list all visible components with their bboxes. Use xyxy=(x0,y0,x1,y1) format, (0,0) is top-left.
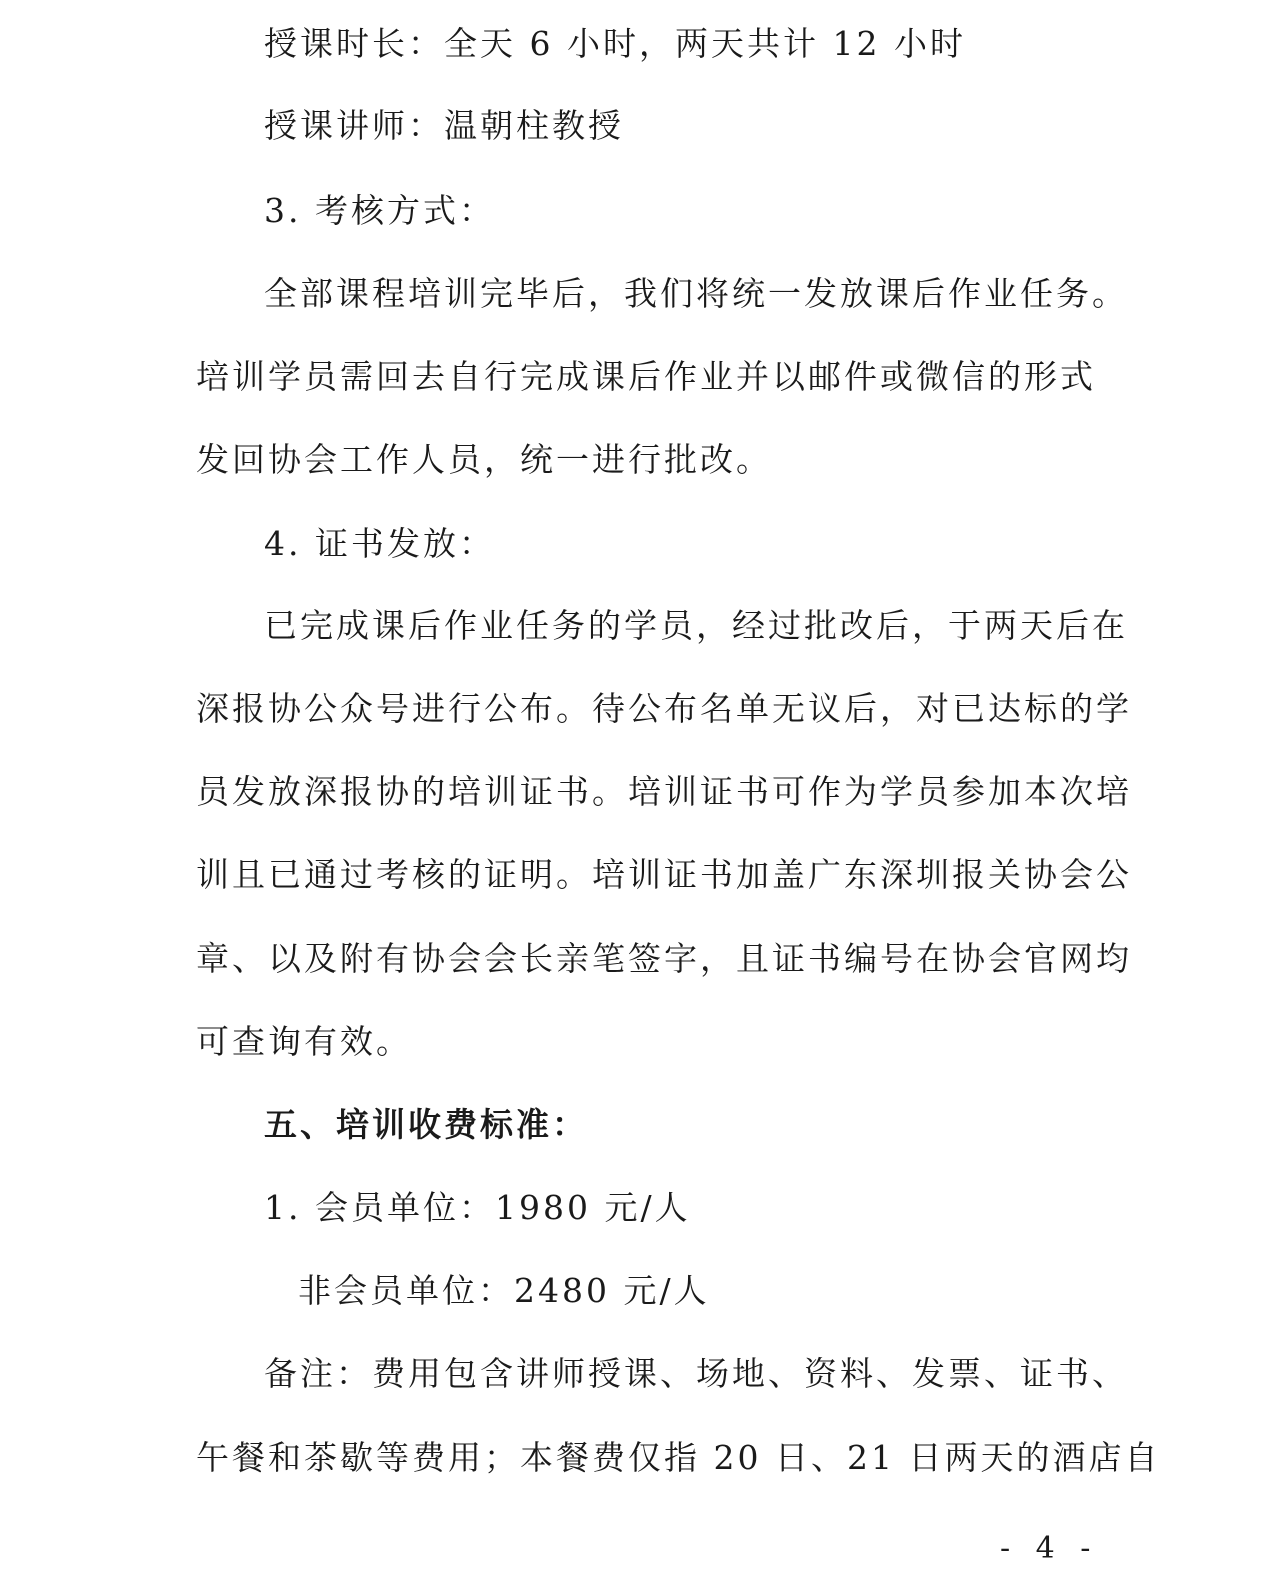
paragraph-line: 训且已通过考核的证明。培训证书加盖广东深圳报关协会公 xyxy=(196,855,1132,894)
note-line: 备注：费用包含讲师授课、场地、资料、发票、证书、 xyxy=(264,1354,1128,1393)
member-fee-line: 1. 会员单位：1980 元/人 xyxy=(264,1188,691,1227)
paragraph-line: 已完成课后作业任务的学员，经过批改后，于两天后在 xyxy=(264,606,1128,645)
paragraph-line: 章、以及附有协会会长亲笔签字，且证书编号在协会官网均 xyxy=(196,939,1132,978)
paragraph-line: 深报协公众号进行公布。待公布名单无议后，对已达标的学 xyxy=(196,689,1132,728)
paragraph-line: 培训学员需回去自行完成课后作业并以邮件或微信的形式 xyxy=(196,357,1096,396)
paragraph-line: 员发放深报协的培训证书。培训证书可作为学员参加本次培 xyxy=(196,772,1132,811)
page-number: - 4 - xyxy=(1000,1531,1099,1566)
note-line: 午餐和茶歇等费用；本餐费仅指 20 日、21 日两天的酒店自 xyxy=(196,1438,1161,1477)
paragraph-line: 可查询有效。 xyxy=(196,1022,412,1061)
paragraph-line: 发回协会工作人员，统一进行批改。 xyxy=(196,440,772,479)
section-heading-fees: 五、培训收费标准： xyxy=(264,1105,588,1144)
paragraph-line: 全部课程培训完毕后，我们将统一发放课后作业任务。 xyxy=(264,274,1128,313)
section-heading-certificate: 4. 证书发放： xyxy=(264,524,495,563)
section-heading-assessment: 3. 考核方式： xyxy=(264,191,495,230)
non-member-fee-line: 非会员单位：2480 元/人 xyxy=(298,1271,710,1310)
duration-line: 授课时长：全天 6 小时，两天共计 12 小时 xyxy=(264,24,966,63)
instructor-line: 授课讲师：温朝柱教授 xyxy=(264,106,624,145)
